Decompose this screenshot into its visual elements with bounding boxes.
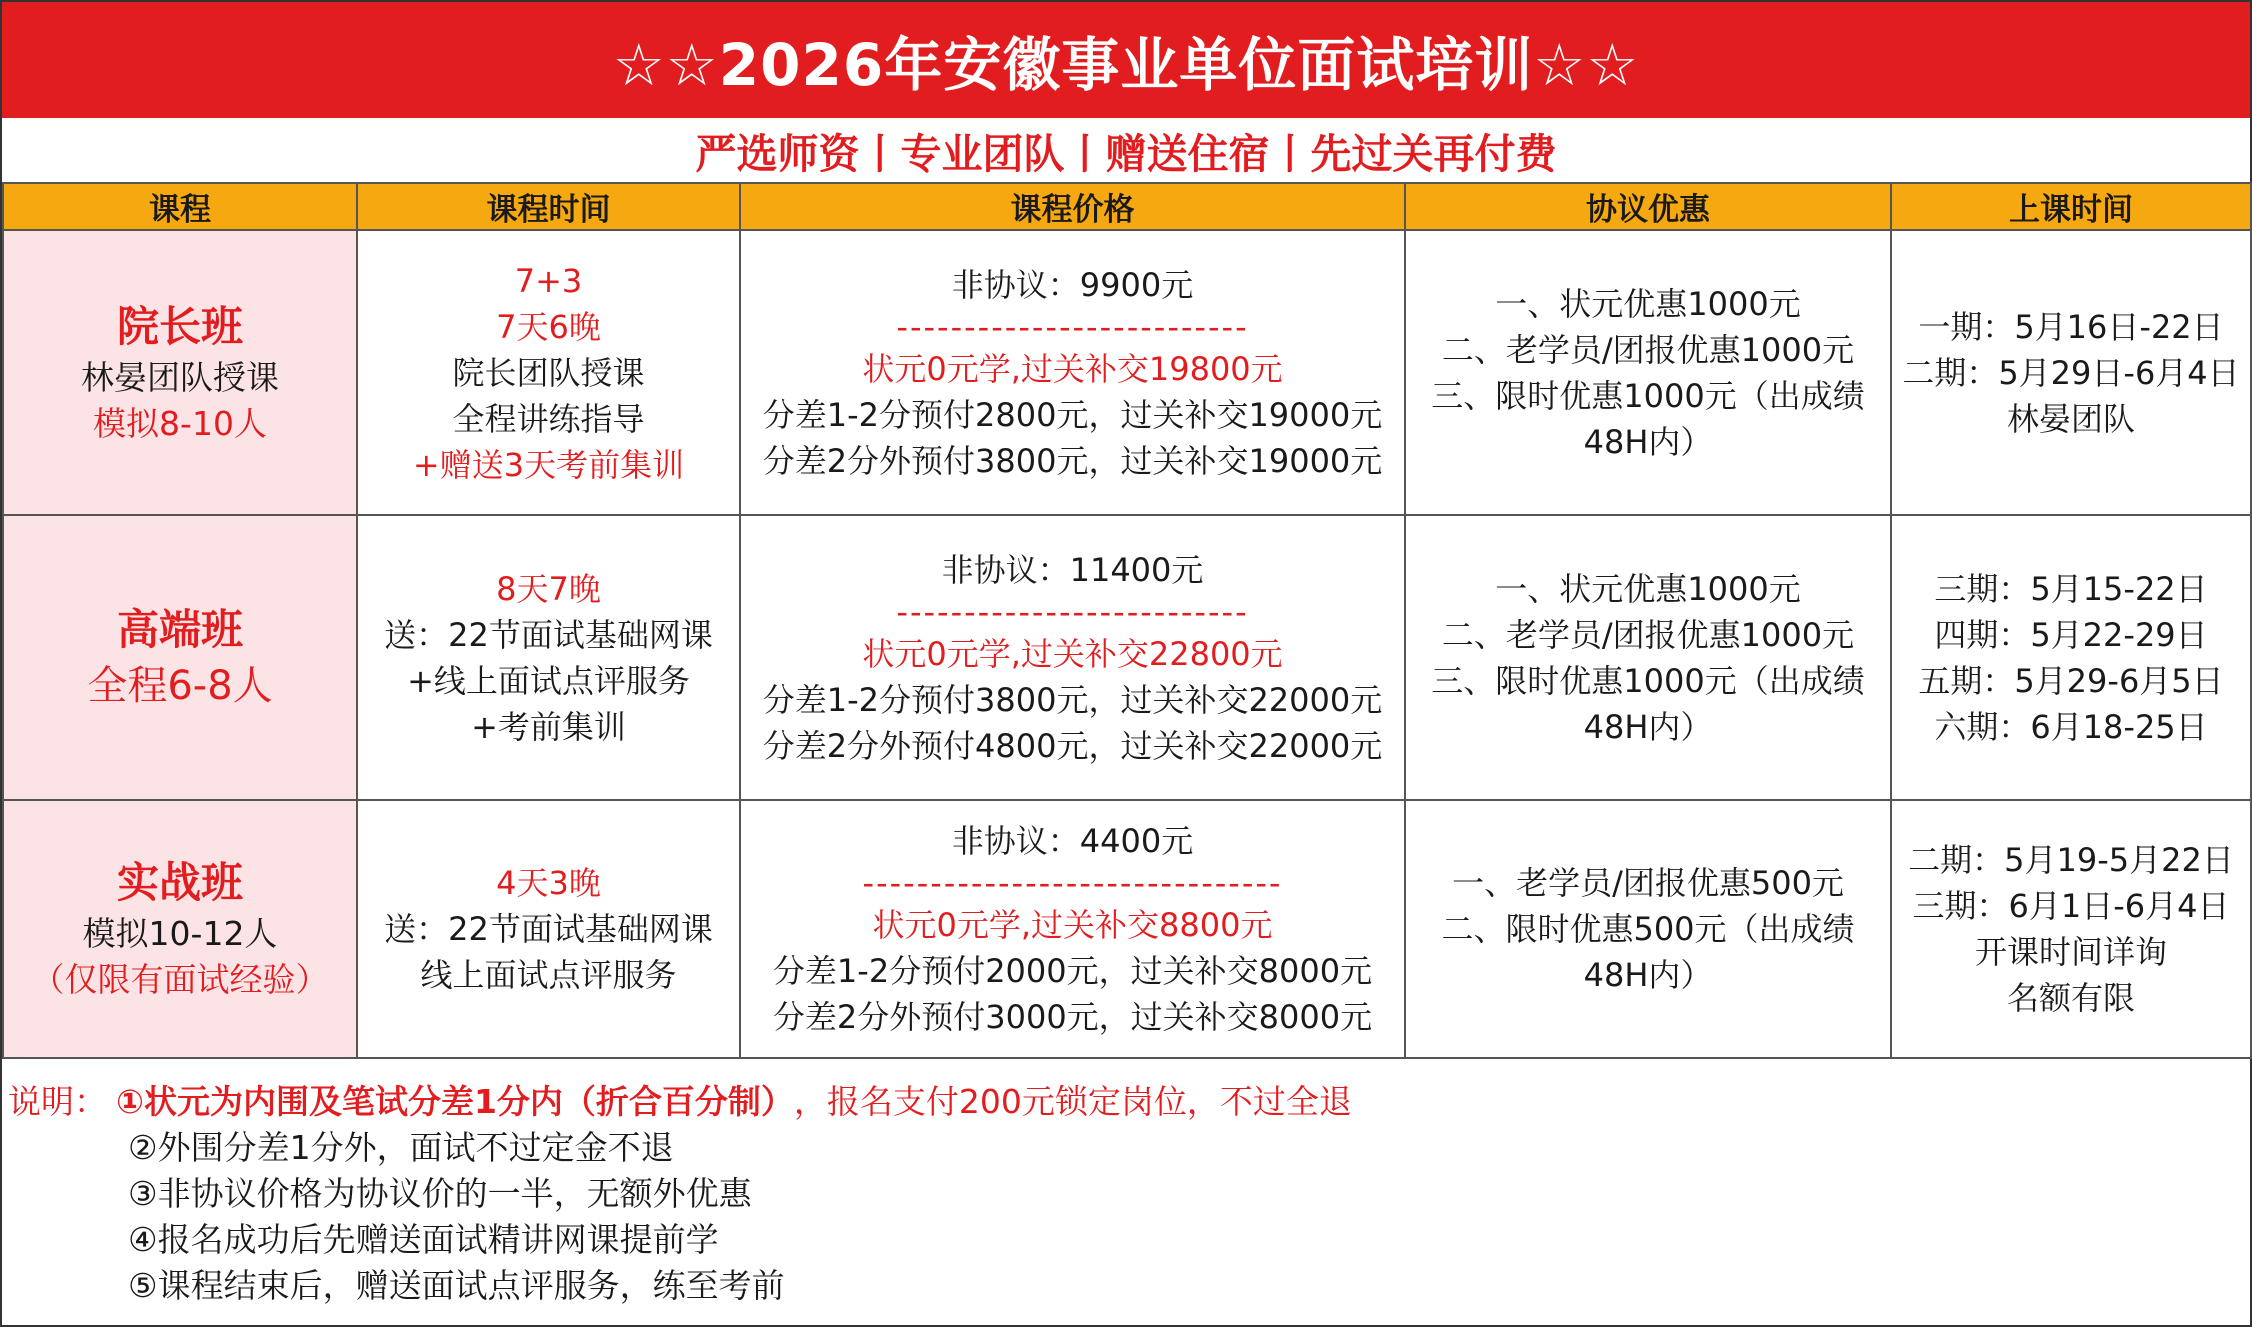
- note-text: ⑤课程结束后，赠送面试点评服务，练至考前: [128, 1266, 785, 1305]
- price-divider: --------------------------: [896, 592, 1249, 631]
- header-schedule: 上课时间: [1891, 183, 2251, 230]
- subtitle-banner: [2, 118, 2250, 182]
- course-time-line: 送：22节面试基础网课: [384, 615, 713, 654]
- page-subtitle: 严选师资丨专业团队丨赠送住宿丨先过关再付费: [695, 129, 1557, 178]
- discount-line: 48H内）: [1583, 956, 1713, 994]
- discount-line: 三、限时优惠1000元（出成绩: [1431, 661, 1865, 700]
- header-course: 课程: [3, 183, 357, 230]
- table-row-premium-class: [3, 515, 2251, 800]
- course-time-line: 4天3晚: [496, 864, 601, 902]
- course-name-cell: [3, 515, 357, 800]
- discount-line: 48H内）: [1583, 707, 1713, 746]
- note-text: ④报名成功后先赠送面试精讲网课提前学: [128, 1220, 719, 1259]
- course-time-cell: [357, 515, 740, 800]
- price-divider: --------------------------: [896, 307, 1249, 346]
- course-size: 模拟8-10人: [93, 403, 267, 443]
- discount-cell: [1405, 230, 1891, 515]
- course-price-cell: [740, 800, 1405, 1058]
- schedule-line: 五期：5月29-6月5日: [1918, 661, 2224, 700]
- table-row-dean-class: [3, 230, 2251, 515]
- header-course-time: 课程时间: [357, 183, 740, 230]
- page-title: ☆☆2026年安徽事业单位面试培训☆☆: [612, 31, 1640, 99]
- course-time-line: 8天7晚: [496, 569, 601, 608]
- price-line: 分差2分外预付3800元，过关补交19000元: [762, 441, 1383, 480]
- course-name-cell: [3, 230, 357, 515]
- course-name: 院长班: [116, 301, 243, 351]
- price-line: 分差1-2分预付2800元，过关补交19000元: [762, 395, 1383, 434]
- note-text: ，报名支付200元锁定岗位，不过全退: [793, 1082, 1352, 1121]
- course-time-line: 线上面试点评服务: [420, 956, 677, 994]
- schedule-cell: [1891, 230, 2251, 515]
- discount-line: 二、限时优惠500元（出成绩: [1441, 910, 1855, 948]
- schedule-cell: [1891, 515, 2251, 800]
- notes-label: 说明：: [8, 1082, 107, 1121]
- note-item: [8, 1217, 2250, 1263]
- course-name: 实战班: [116, 858, 243, 907]
- course-name: 高端班: [116, 604, 243, 654]
- note-text: ③非协议价格为协议价的一半，无额外优惠: [128, 1174, 752, 1213]
- course-time-cell: [357, 230, 740, 515]
- course-table: [2, 182, 2252, 1059]
- course-time-line: 送：22节面试基础网课: [384, 910, 713, 948]
- schedule-cell: [1891, 800, 2251, 1058]
- price-non-agreement: 非协议：4400元: [951, 822, 1194, 860]
- schedule-line: 名额有限: [2006, 979, 2135, 1017]
- schedule-line: 四期：5月22-29日: [1934, 615, 2208, 654]
- schedule-line: 六期：6月18-25日: [1934, 707, 2208, 746]
- schedule-line: 一期：5月16日-22日: [1918, 307, 2224, 346]
- discount-line: 二、老学员/团报优惠1000元: [1441, 615, 1855, 654]
- course-time-line: 全程讲练指导: [452, 399, 645, 438]
- note-item: [8, 1079, 2250, 1125]
- schedule-line: 三期：6月1日-6月4日: [1912, 887, 2230, 925]
- discount-line: 一、老学员/团报优惠500元: [1452, 864, 1844, 902]
- price-top-scorer: 状元0元学,过关补交8800元: [872, 906, 1273, 944]
- course-time-cell: [357, 800, 740, 1058]
- course-time-line: +考前集训: [471, 707, 626, 746]
- price-non-agreement: 非协议：11400元: [941, 550, 1204, 589]
- title-banner: [2, 2, 2250, 118]
- price-divider: -------------------------------: [862, 864, 1283, 902]
- discount-cell: [1405, 515, 1891, 800]
- course-teacher: 林晏团队授课: [81, 357, 279, 397]
- course-time-line: 7+3: [514, 261, 583, 300]
- note-item: [8, 1125, 2250, 1171]
- price-line: 分差2分外预付4800元，过关补交22000元: [762, 726, 1383, 765]
- note-text: ②外围分差1分外，面试不过定金不退: [128, 1128, 674, 1167]
- course-time-line: +赠送3天考前集训: [412, 445, 685, 484]
- discount-cell: [1405, 800, 1891, 1058]
- schedule-line: 开课时间详询: [1974, 933, 2167, 971]
- price-top-scorer: 状元0元学,过关补交19800元: [862, 349, 1283, 388]
- discount-line: 三、限时优惠1000元（出成绩: [1431, 376, 1865, 415]
- discount-line: 一、状元优惠1000元: [1495, 569, 1801, 608]
- course-time-line: 院长团队授课: [452, 353, 645, 392]
- discount-line: 一、状元优惠1000元: [1495, 284, 1801, 323]
- course-size: 模拟10-12人: [82, 914, 278, 953]
- note-item: [8, 1263, 2250, 1309]
- schedule-line: 林晏团队: [2006, 399, 2135, 438]
- course-name-cell: [3, 800, 357, 1058]
- notes-section: [2, 1059, 2250, 1309]
- header-price: 课程价格: [740, 183, 1405, 230]
- price-non-agreement: 非协议：9900元: [951, 265, 1194, 304]
- discount-line: 二、老学员/团报优惠1000元: [1441, 330, 1855, 369]
- course-time-line: +线上面试点评服务: [407, 661, 690, 700]
- price-top-scorer: 状元0元学,过关补交22800元: [862, 634, 1283, 673]
- schedule-line: 二期：5月29日-6月4日: [1902, 353, 2240, 392]
- course-requirement: （仅限有面试经验）: [31, 960, 329, 999]
- table-row-practice-class: [3, 800, 2251, 1058]
- schedule-line: 二期：5月19-5月22日: [1908, 841, 2234, 879]
- header-discount: 协议优惠: [1405, 183, 1891, 230]
- table-header-row: [3, 183, 2251, 230]
- price-line: 分差2分外预付3000元，过关补交8000元: [772, 998, 1373, 1036]
- course-price-cell: [740, 230, 1405, 515]
- price-line: 分差1-2分预付3800元，过关补交22000元: [762, 680, 1383, 719]
- course-size: 全程6-8人: [87, 662, 273, 709]
- price-line: 分差1-2分预付2000元，过关补交8000元: [772, 952, 1373, 990]
- course-price-cell: [740, 515, 1405, 800]
- discount-line: 48H内）: [1583, 422, 1713, 461]
- note-text-bold: ①状元为内围及笔试分差1分内（折合百分制）: [116, 1082, 794, 1121]
- course-time-line: 7天6晚: [496, 307, 601, 346]
- schedule-line: 三期：5月15-22日: [1934, 569, 2208, 608]
- note-item: [8, 1171, 2250, 1217]
